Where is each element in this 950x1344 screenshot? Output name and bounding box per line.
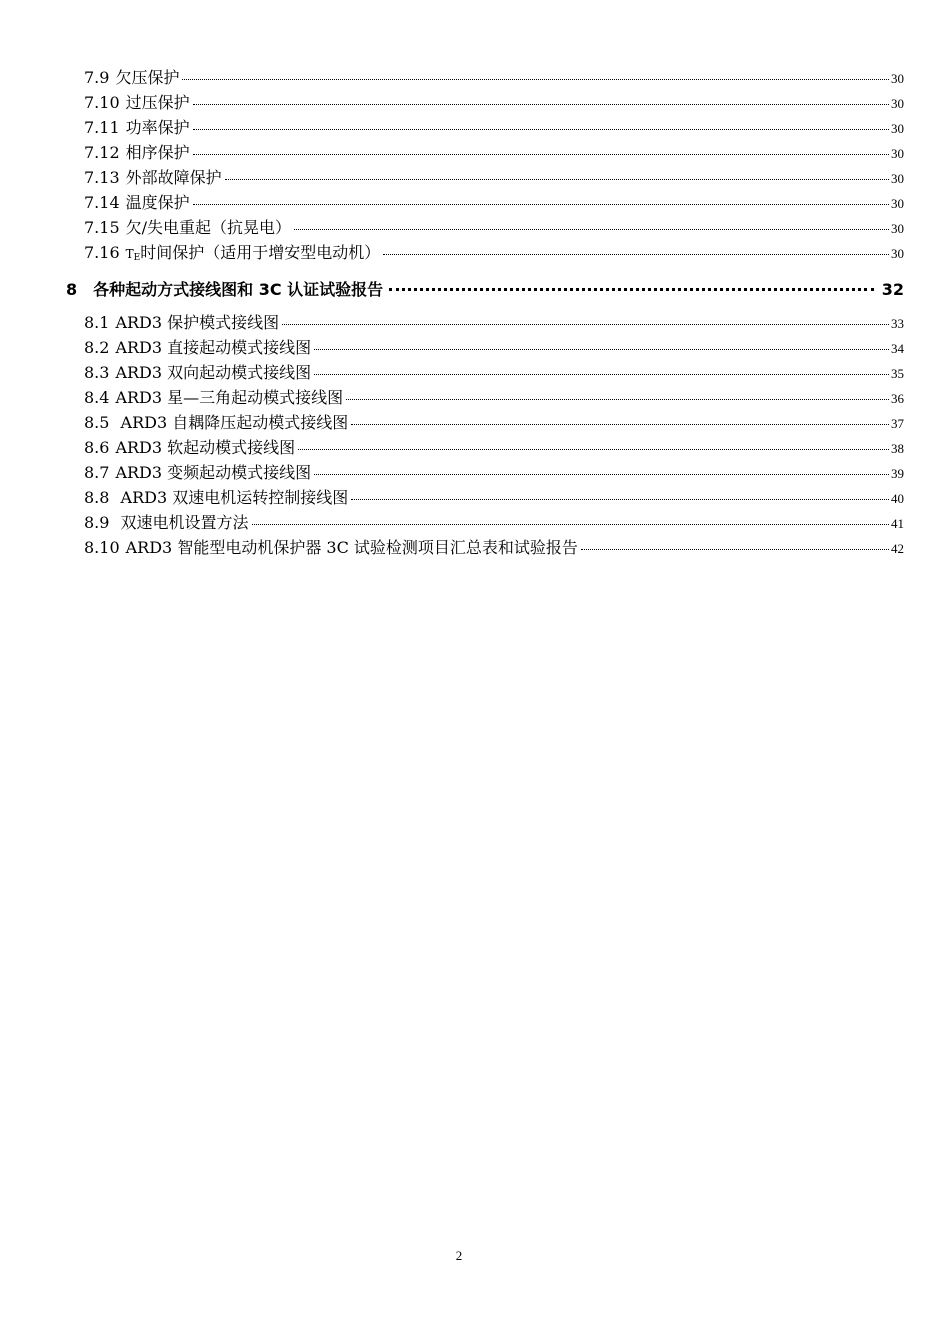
page-number: 2 [455, 1248, 463, 1263]
toc-entry-title: ARD3 自耦降压起动模式接线图 [115, 413, 349, 432]
toc-entry-page: 37 [891, 416, 904, 431]
toc-entry-number: 8.8 [84, 488, 110, 507]
toc-leader-dots [282, 324, 889, 325]
toc-chapter-entry[interactable] [66, 280, 904, 300]
toc-entry-number: 8.2 [84, 338, 110, 357]
toc-entry-title: 欠/失电重起（抗晃电） [125, 218, 292, 237]
toc-chapter-page: 32 [881, 280, 904, 299]
toc-leader-dots [314, 374, 889, 375]
toc-leader-dots [182, 79, 889, 80]
toc-entry-number: 7.11 [84, 118, 120, 137]
toc-entry-title: 外部故障保护 [125, 168, 222, 187]
toc-leader-dots [314, 474, 889, 475]
toc-chapter-number: 8 [66, 280, 78, 299]
toc-entry-page: 35 [891, 366, 904, 381]
toc-entry-page: 30 [891, 246, 904, 261]
toc-entry-page: 34 [891, 341, 904, 356]
toc-entry[interactable] [84, 513, 904, 534]
toc-entry-title: 双速电机设置方法 [115, 513, 249, 532]
toc-entry-title: ARD3 智能型电动机保护器 3C 试验检测项目汇总表和试验报告 [125, 538, 578, 557]
toc-leader-dots [294, 229, 889, 230]
toc-leader-dots [351, 499, 889, 500]
toc-leader-dots [383, 254, 889, 255]
toc-entry[interactable] [84, 463, 904, 484]
toc-entry[interactable] [84, 413, 904, 434]
toc-leader-dots [351, 424, 889, 425]
toc-entry-number: 7.16 [84, 243, 120, 262]
toc-entry-number: 8.7 [84, 463, 110, 482]
toc-entry-page: 38 [891, 441, 904, 456]
toc-entry[interactable] [84, 488, 904, 509]
toc-entry[interactable] [84, 68, 904, 89]
toc-leader-dots [193, 154, 889, 155]
toc-entry-number: 7.15 [84, 218, 120, 237]
toc-entry[interactable] [84, 338, 904, 359]
toc-entry-title: 过压保护 [125, 93, 190, 112]
toc-entry-page: 42 [891, 541, 904, 556]
toc-entry-number: 7.10 [84, 93, 120, 112]
toc-leader-dots [252, 524, 889, 525]
toc-entry-page: 30 [891, 196, 904, 211]
toc-entry-number: 8.4 [84, 388, 110, 407]
toc-entry-page: 33 [891, 316, 904, 331]
toc-entry-page: 30 [891, 96, 904, 111]
toc-entry-title: ARD3 变频起动模式接线图 [115, 463, 312, 482]
toc-entry-number: 8.5 [84, 413, 110, 432]
toc-entry-number: 7.9 [84, 68, 110, 87]
toc-entry[interactable] [84, 218, 904, 239]
toc-leader-dots [346, 399, 889, 400]
toc-entry[interactable] [84, 438, 904, 459]
toc-leader-dots [193, 204, 889, 205]
toc-entry-page: 39 [891, 466, 904, 481]
toc-entry-page: 36 [891, 391, 904, 406]
toc-entry-number: 7.14 [84, 193, 120, 212]
toc-entry-number: 8.6 [84, 438, 110, 457]
toc-entry-title: 温度保护 [125, 193, 190, 212]
toc-leader-dots [225, 179, 889, 180]
toc-entry-title: ARD3 双向起动模式接线图 [115, 363, 312, 382]
toc-entry[interactable] [84, 168, 904, 189]
te-symbol: T [125, 247, 134, 261]
toc-entry-title [126, 243, 381, 268]
toc-entry-title: ARD3 双速电机运转控制接线图 [115, 488, 349, 507]
toc-entry-number: 7.13 [84, 168, 120, 187]
toc-leader-dots [314, 349, 889, 350]
toc-entry-page: 40 [891, 491, 904, 506]
toc-entry-title: ARD3 星—三角起动模式接线图 [115, 388, 344, 407]
toc-entry-number: 7.12 [84, 143, 120, 162]
toc-entry[interactable] [84, 143, 904, 164]
toc-entry-title: 相序保护 [125, 143, 190, 162]
toc-entry-page: 30 [891, 171, 904, 186]
toc-entry-title: 欠压保护 [115, 68, 180, 87]
toc-entry[interactable] [84, 118, 904, 139]
toc-entry-title: ARD3 软起动模式接线图 [115, 438, 296, 457]
toc-leader-dots [581, 549, 889, 550]
te-subscript: E [133, 253, 141, 263]
toc-entry-number: 8.3 [84, 363, 110, 382]
toc-entry-number: 8.9 [84, 513, 110, 532]
toc-entry-title: 功率保护 [125, 118, 190, 137]
toc-leader-dots [389, 288, 874, 291]
toc-entry[interactable] [84, 243, 904, 268]
toc-entry-title: ARD3 直接起动模式接线图 [115, 338, 312, 357]
toc-leader-dots [193, 104, 889, 105]
toc-entry-page: 30 [891, 146, 904, 161]
toc-entry-number: 8.1 [84, 313, 110, 332]
toc-entry[interactable] [84, 93, 904, 114]
toc-entry[interactable] [84, 193, 904, 214]
toc-entry-number: 8.10 [84, 538, 120, 557]
toc-entry-page: 30 [891, 221, 904, 236]
toc-entry-title-text: 时间保护（适用于增安型电动机） [140, 243, 381, 262]
toc-entry-page: 41 [891, 516, 904, 531]
toc-entry-title: ARD3 保护模式接线图 [115, 313, 280, 332]
toc-leader-dots [298, 449, 889, 450]
toc-entry[interactable] [84, 388, 904, 409]
toc-chapter-title: 各种起动方式接线图和 3C 认证试验报告 [93, 280, 384, 299]
toc-entry[interactable] [84, 313, 904, 334]
toc-entry-page: 30 [891, 121, 904, 136]
toc-entry[interactable] [84, 363, 904, 384]
toc-leader-dots [193, 129, 889, 130]
toc-entry-page: 30 [891, 71, 904, 86]
toc-entry[interactable] [84, 538, 904, 559]
